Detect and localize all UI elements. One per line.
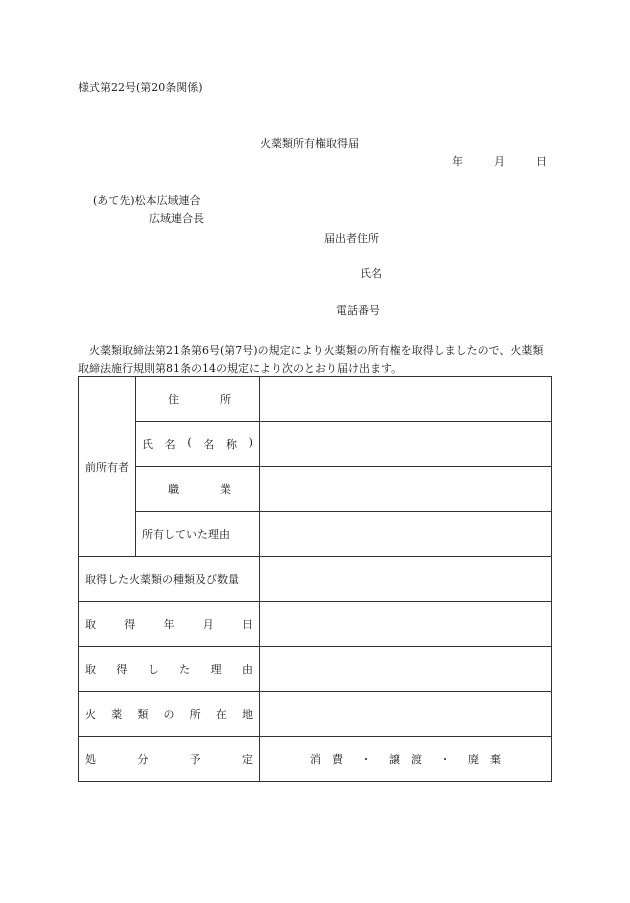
reason-owned-label: 所有していた理由	[136, 512, 260, 557]
option-consume[interactable]: 消 費	[310, 753, 343, 766]
table-row	[79, 557, 552, 602]
table-row	[79, 512, 552, 557]
kind-quantity-label: 取得した火薬類の種類及び数量	[79, 557, 260, 602]
acquired-reason-label: 取 得 し た 理 由	[79, 647, 260, 692]
table-row	[79, 647, 552, 692]
date-year: 年	[452, 155, 463, 168]
applicant-name-label: 氏名	[360, 267, 382, 280]
table-row	[79, 602, 552, 647]
name-label: 氏 名 ( 名 称 )	[136, 422, 260, 467]
table-row	[79, 692, 552, 737]
acquired-date-field[interactable]	[260, 602, 552, 647]
table-row	[79, 377, 552, 422]
acquired-date-label: 取 得 年 月 日	[79, 602, 260, 647]
form-label: 様式第22号(第20条関係)	[78, 81, 203, 94]
occupation-label: 職 業	[136, 467, 260, 512]
applicant-phone-label: 電話番号	[336, 304, 380, 317]
previous-owner-label: 前所有者	[79, 377, 136, 557]
reason-owned-field[interactable]	[260, 512, 552, 557]
disposition-options	[260, 737, 552, 782]
body-text: 火薬類取締法第21条第6号(第7号)の規定により火薬類の所有権を取得しましたので、火薬類取締法施行規則第81条の14の規定により次のとおり届け出ます。	[78, 344, 544, 375]
acquired-reason-field[interactable]	[260, 647, 552, 692]
kind-quantity-field[interactable]	[260, 557, 552, 602]
form-title: 火薬類所有権取得届	[260, 137, 359, 150]
name-field[interactable]	[260, 422, 552, 467]
option-separator: ・	[439, 753, 451, 766]
disposition-label: 処 分 予 定	[79, 737, 260, 782]
location-label: 火 薬 類 の 所 在 地	[79, 692, 260, 737]
table-row	[79, 737, 552, 782]
occupation-field[interactable]	[260, 467, 552, 512]
applicant-address-label: 届出者住所	[324, 232, 379, 245]
location-field[interactable]	[260, 692, 552, 737]
addressee-title: 広域連合長	[149, 212, 204, 225]
table-row	[79, 467, 552, 512]
notification-table	[78, 376, 552, 782]
date-day: 日	[536, 155, 547, 168]
option-discard[interactable]: 廃 棄	[468, 753, 501, 766]
address-field[interactable]	[260, 377, 552, 422]
address-label: 住 所	[136, 377, 260, 422]
table-row	[79, 422, 552, 467]
option-transfer[interactable]: 譲 渡	[389, 753, 422, 766]
date-line	[452, 156, 547, 167]
addressee: (あて先)松本広域連合	[93, 194, 201, 207]
option-separator: ・	[360, 753, 372, 766]
date-month: 月	[494, 155, 505, 168]
